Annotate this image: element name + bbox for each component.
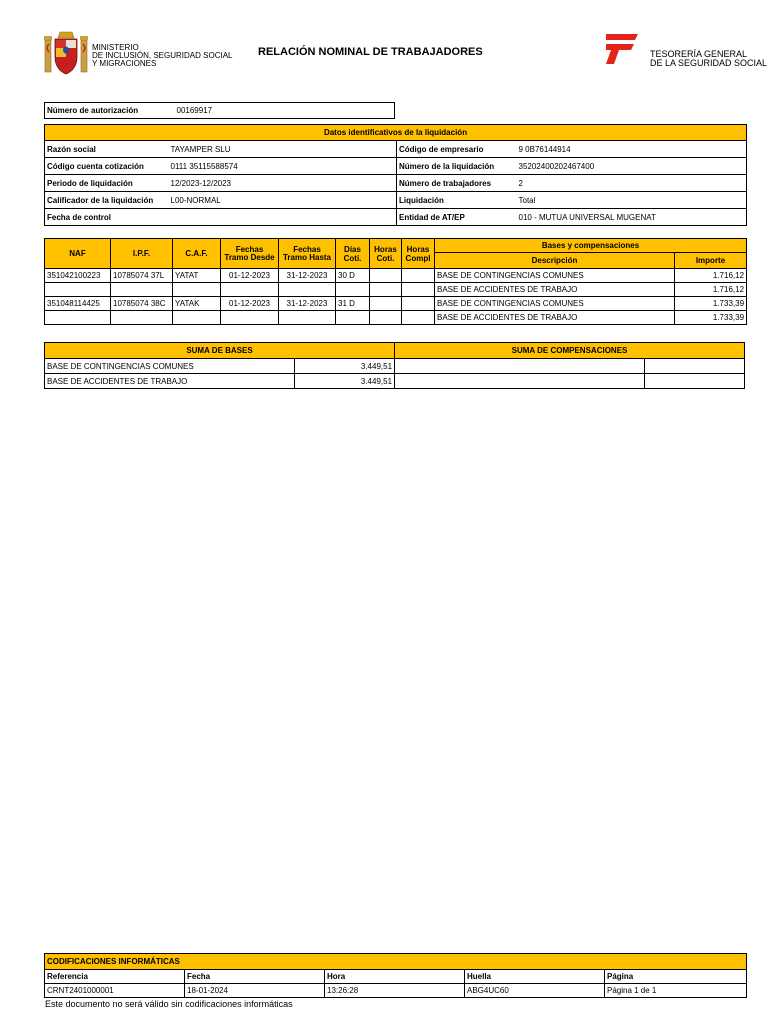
footer-header: Huella — [465, 970, 605, 984]
table-row — [45, 374, 745, 389]
field-label: Razón social — [45, 141, 169, 158]
desde-cell: 01-12-2023 — [221, 297, 279, 311]
horas-coti-cell — [370, 297, 402, 311]
table-row — [45, 297, 747, 311]
liquidation-title: Datos identificativos de la liquidación — [45, 125, 747, 141]
field-value: 9 0B76144914 — [517, 141, 747, 158]
footer-value: 13:26:28 — [325, 984, 465, 998]
horas-compl-cell — [402, 269, 435, 283]
authorization-value: 00169917 — [175, 103, 395, 119]
header-ipf: I.P.F. — [111, 239, 173, 269]
header-dias: Días Coti. — [336, 239, 370, 269]
field-value: 35202400202467400 — [517, 158, 747, 175]
ministry-line: Y MIGRACIONES — [92, 59, 157, 68]
sum-descripcion: BASE DE ACCIDENTES DE TRABAJO — [45, 374, 295, 389]
footer-value: 18-01-2024 — [185, 984, 325, 998]
field-value: 0111 35115588574 — [169, 158, 397, 175]
hasta-cell: 31-12-2023 — [279, 297, 336, 311]
field-label: Periodo de liquidación — [45, 175, 169, 192]
field-label: Liquidación — [397, 192, 517, 209]
descripcion-cell: BASE DE ACCIDENTES DE TRABAJO — [435, 283, 675, 297]
field-value: L00-NORMAL — [169, 192, 397, 209]
sum-importe: 3.449,51 — [295, 374, 395, 389]
footer-value: ABG4UC60 — [465, 984, 605, 998]
field-value: 2 — [517, 175, 747, 192]
sums-table — [44, 342, 745, 389]
hasta-cell: 31-12-2023 — [279, 269, 336, 283]
field-value: TAYAMPER SLU — [169, 141, 397, 158]
footer-value: Página 1 de 1 — [605, 984, 747, 998]
horas-compl-cell — [402, 297, 435, 311]
ministry-line: DE INCLUSIÓN, SEGURIDAD SOCIAL — [92, 51, 233, 60]
liquidation-table — [44, 124, 747, 226]
caf-cell: YATAT — [173, 269, 221, 283]
field-label: Entidad de AT/EP — [397, 209, 517, 226]
importe-cell: 1.733,39 — [675, 311, 747, 325]
workers-table — [44, 238, 747, 325]
sum-importe: 3.449,51 — [295, 359, 395, 374]
sum-comp-title: SUMA DE COMPENSACIONES — [395, 343, 745, 359]
tgss-line: DE LA SEGURIDAD SOCIAL — [650, 58, 768, 68]
authorization-table — [44, 102, 395, 119]
field-label: Número de trabajadores — [397, 175, 517, 192]
header-horas-coti: Horas Coti. — [370, 239, 402, 269]
dias-cell: 31 D — [336, 297, 370, 311]
footer-table — [44, 953, 747, 998]
ipf-cell: 10785074 38C — [111, 297, 173, 311]
naf-cell: 351042100223 — [45, 269, 111, 283]
authorization-label: Número de autorización — [45, 103, 175, 119]
footer-title: CODIFICACIONES INFORMÁTICAS — [45, 954, 747, 970]
page-title: RELACIÓN NOMINAL DE TRABAJADORES — [258, 46, 483, 58]
field-value: 010 - MUTUA UNIVERSAL MUGENAT — [517, 209, 747, 226]
table-row — [45, 283, 747, 297]
header-caf: C.A.F. — [173, 239, 221, 269]
footer-header: Referencia — [45, 970, 185, 984]
field-value — [169, 209, 397, 226]
ministry-name — [92, 44, 232, 68]
caf-cell: YATAK — [173, 297, 221, 311]
importe-cell: 1.716,12 — [675, 283, 747, 297]
field-label: Fecha de control — [45, 209, 169, 226]
ipf-cell: 10785074 37L — [111, 269, 173, 283]
coat-of-arms-icon — [44, 30, 88, 78]
header-naf: NAF — [45, 239, 111, 269]
tgss-logo-icon — [604, 32, 640, 66]
sum-bases-title: SUMA DE BASES — [45, 343, 395, 359]
desde-cell: 01-12-2023 — [221, 269, 279, 283]
footer-header: Página — [605, 970, 747, 984]
tgss-line: TESORERÍA GENERAL — [650, 49, 748, 59]
tgss-name — [650, 50, 767, 68]
footer-value: CRNT2401000001 — [45, 984, 185, 998]
field-label: Calificador de la liquidación — [45, 192, 169, 209]
header-horas-compl: Horas Compl — [402, 239, 435, 269]
field-value: 12/2023-12/2023 — [169, 175, 397, 192]
header-hasta: Fechas Tramo Hasta — [279, 239, 336, 269]
footer-header: Hora — [325, 970, 465, 984]
descripcion-cell: BASE DE CONTINGENCIAS COMUNES — [435, 297, 675, 311]
header-desde: Fechas Tramo Desde — [221, 239, 279, 269]
field-value: Total — [517, 192, 747, 209]
field-label: Número de la liquidación — [397, 158, 517, 175]
importe-cell: 1.733,39 — [675, 297, 747, 311]
descripcion-cell: BASE DE ACCIDENTES DE TRABAJO — [435, 311, 675, 325]
dias-cell: 30 D — [336, 269, 370, 283]
field-label: Código cuenta cotización — [45, 158, 169, 175]
descripcion-cell: BASE DE CONTINGENCIAS COMUNES — [435, 269, 675, 283]
table-row — [45, 359, 745, 374]
horas-coti-cell — [370, 269, 402, 283]
header-bases: Bases y compensaciones — [435, 239, 747, 253]
header-descripcion: Descripción — [435, 253, 675, 269]
importe-cell: 1.716,12 — [675, 269, 747, 283]
footer-header: Fecha — [185, 970, 325, 984]
field-label: Código de empresario — [397, 141, 517, 158]
footer-note: Este documento no será válido sin codificaciones informáticas — [45, 999, 293, 1009]
table-row — [45, 311, 747, 325]
ministry-line: MINISTERIO — [92, 43, 139, 52]
table-row — [45, 269, 747, 283]
header-importe: Importe — [675, 253, 747, 269]
naf-cell: 351048114425 — [45, 297, 111, 311]
sum-descripcion: BASE DE CONTINGENCIAS COMUNES — [45, 359, 295, 374]
